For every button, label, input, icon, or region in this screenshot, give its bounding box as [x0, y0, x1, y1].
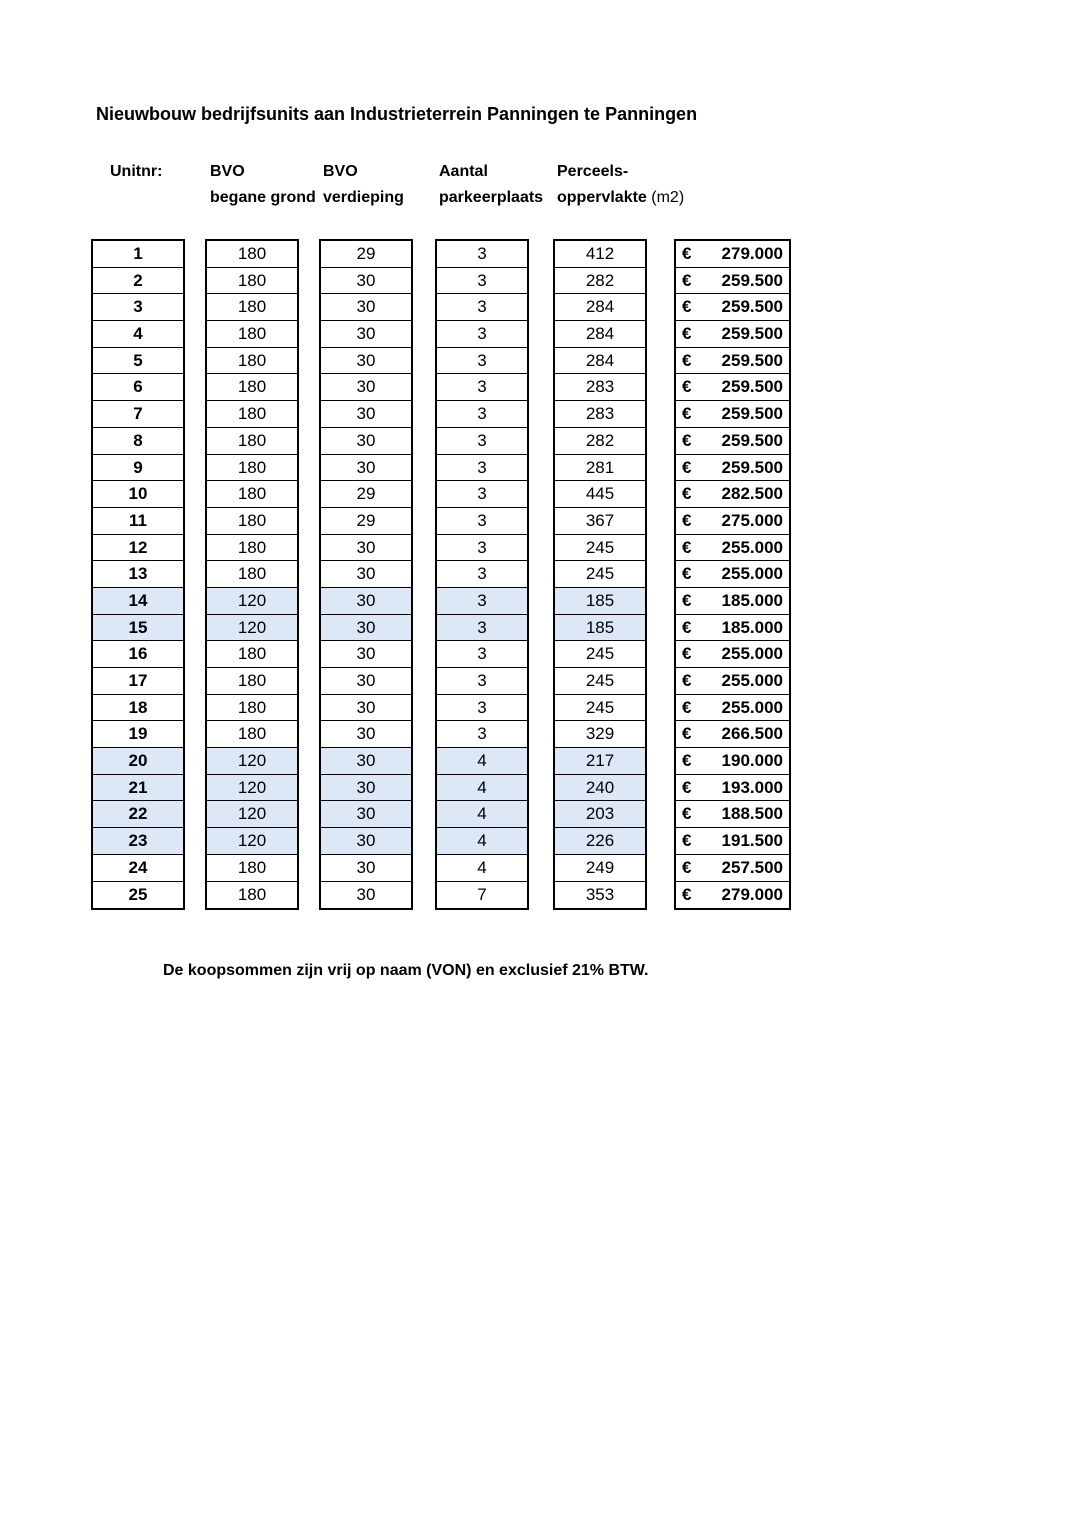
- column-unitnr: [91, 239, 185, 910]
- cell-unitnr: 16: [93, 641, 183, 668]
- cell-bvo-begane-grond: 120: [207, 615, 297, 642]
- cell-bvo-verdieping: 30: [321, 268, 411, 295]
- price-value: 257.500: [721, 857, 783, 877]
- currency-symbol: €: [682, 510, 692, 530]
- cell-koopsom: [676, 321, 789, 348]
- cell-koopsom: [676, 588, 789, 615]
- cell-bvo-begane-grond: 180: [207, 641, 297, 668]
- cell-bvo-verdieping: 30: [321, 535, 411, 562]
- cell-parkeerplaats: 3: [437, 294, 527, 321]
- currency-symbol: €: [682, 457, 692, 477]
- cell-perceelsoppervlakte: 283: [555, 374, 645, 401]
- currency-symbol: €: [682, 590, 692, 610]
- cell-unitnr: 18: [93, 695, 183, 722]
- header-unitnr: [110, 159, 162, 185]
- cell-perceelsoppervlakte: 282: [555, 428, 645, 455]
- cell-bvo-begane-grond: 180: [207, 294, 297, 321]
- currency-symbol: €: [682, 671, 692, 690]
- cell-koopsom: [676, 615, 789, 642]
- cell-parkeerplaats: 3: [437, 374, 527, 401]
- cell-koopsom: [676, 801, 789, 828]
- cell-unitnr: 3: [93, 294, 183, 321]
- currency-symbol: €: [682, 564, 692, 584]
- cell-unitnr: 25: [128, 884, 148, 904]
- header-perceelsoppervlakte: [557, 159, 684, 211]
- cell-bvo-begane-grond: 180: [207, 455, 297, 482]
- cell-bvo-begane-grond: 180: [207, 481, 297, 508]
- header-perceelsoppervlakte-unit: (m2): [651, 189, 685, 206]
- cell-bvo-begane-grond: 120: [207, 775, 297, 802]
- cell-perceelsoppervlakte: 329: [555, 721, 645, 748]
- cell-bvo-begane-grond: 180: [207, 241, 297, 268]
- currency-symbol: €: [682, 350, 692, 370]
- cell-unitnr: 2: [93, 268, 183, 295]
- header-parkeerplaats-line2: parkeerplaats: [439, 189, 544, 206]
- cell-koopsom: [676, 561, 789, 588]
- cell-unitnr: 19: [93, 721, 183, 748]
- cell-bvo-verdieping: 30: [321, 401, 411, 428]
- cell-koopsom: [676, 455, 789, 482]
- cell-parkeerplaats: 4: [437, 801, 527, 828]
- currency-symbol: €: [682, 831, 692, 851]
- cell-unitnr: 11: [93, 508, 183, 535]
- cell-perceelsoppervlakte: 203: [555, 801, 645, 828]
- cell-perceelsoppervlakte: 245: [555, 535, 645, 562]
- currency-symbol: €: [682, 697, 692, 717]
- cell-perceelsoppervlakte: 412: [555, 241, 645, 268]
- column-parkeerplaats: [435, 239, 529, 910]
- price-value: 259.500: [721, 324, 783, 344]
- price-value: 259.500: [721, 377, 783, 397]
- cell-bvo-verdieping: 29: [321, 481, 411, 508]
- cell-perceelsoppervlakte: 284: [555, 348, 645, 375]
- currency-symbol: €: [682, 430, 692, 450]
- price-value: 259.500: [721, 404, 783, 424]
- cell-koopsom: [676, 374, 789, 401]
- cell-bvo-verdieping: 30: [321, 668, 411, 695]
- currency-symbol: €: [682, 884, 692, 904]
- cell-perceelsoppervlakte: 185: [555, 615, 645, 642]
- cell-parkeerplaats: 4: [437, 828, 527, 855]
- cell-unitnr: 17: [93, 668, 183, 695]
- cell-koopsom: [676, 775, 789, 802]
- cell-parkeerplaats: 3: [437, 481, 527, 508]
- cell-perceelsoppervlakte: 283: [555, 401, 645, 428]
- cell-perceelsoppervlakte: 245: [555, 561, 645, 588]
- cell-perceelsoppervlakte: 185: [555, 588, 645, 615]
- cell-bvo-verdieping: 30: [321, 561, 411, 588]
- cell-koopsom: [676, 721, 789, 748]
- header-perceelsoppervlakte-line1: Perceels-: [557, 163, 629, 180]
- cell-bvo-begane-grond: 120: [207, 801, 297, 828]
- currency-symbol: €: [682, 777, 692, 797]
- cell-perceelsoppervlakte: 249: [555, 855, 645, 882]
- cell-bvo-verdieping: 29: [321, 241, 411, 268]
- header-bvo-verdieping-line1: BVO: [323, 163, 358, 180]
- cell-koopsom: [676, 481, 789, 508]
- cell-perceelsoppervlakte: 245: [555, 668, 645, 695]
- cell-bvo-begane-grond: 180: [207, 374, 297, 401]
- cell-koopsom: [676, 508, 789, 535]
- cell-koopsom: [676, 428, 789, 455]
- header-parkeerplaats-line1: Aantal: [439, 163, 488, 180]
- cell-unitnr: 20: [93, 748, 183, 775]
- column-koopsom: [674, 239, 791, 910]
- cell-unitnr: 14: [93, 588, 183, 615]
- cell-bvo-verdieping: 30: [321, 294, 411, 321]
- currency-symbol: €: [682, 377, 692, 397]
- cell-perceelsoppervlakte: 353: [585, 884, 615, 904]
- cell-bvo-begane-grond: 180: [207, 695, 297, 722]
- cell-bvo-verdieping: 29: [321, 508, 411, 535]
- cell-parkeerplaats: 3: [437, 615, 527, 642]
- price-value: 255.000: [721, 671, 783, 690]
- cell-bvo-verdieping: 30: [321, 828, 411, 855]
- cell-bvo-begane-grond: 120: [207, 748, 297, 775]
- currency-symbol: €: [682, 404, 692, 424]
- cell-unitnr: 13: [93, 561, 183, 588]
- cell-unitnr: 24: [93, 855, 183, 882]
- price-value: 190.000: [721, 751, 783, 771]
- cell-bvo-verdieping: 30: [321, 321, 411, 348]
- cell-perceelsoppervlakte: 217: [555, 748, 645, 775]
- header-unitnr-label: Unitnr:: [110, 163, 163, 180]
- cell-bvo-verdieping: 30: [321, 348, 411, 375]
- cell-bvo-verdieping: 30: [321, 775, 411, 802]
- currency-symbol: €: [682, 537, 692, 557]
- price-value: 279.000: [721, 884, 783, 904]
- cell-perceelsoppervlakte: 284: [555, 321, 645, 348]
- cell-koopsom: [676, 855, 789, 882]
- cell-koopsom: [676, 401, 789, 428]
- cell-perceelsoppervlakte: 445: [555, 481, 645, 508]
- price-value: 259.500: [721, 457, 783, 477]
- header-bvo-begane-grond-line1: BVO: [210, 163, 245, 180]
- cell-koopsom: [676, 348, 789, 375]
- cell-parkeerplaats: 3: [437, 695, 527, 722]
- cell-unitnr: 12: [93, 535, 183, 562]
- price-value: 185.000: [721, 617, 783, 637]
- cell-parkeerplaats: 3: [437, 321, 527, 348]
- cell-parkeerplaats: 4: [437, 775, 527, 802]
- currency-symbol: €: [682, 297, 692, 317]
- price-value: 259.500: [721, 430, 783, 450]
- cell-unitnr: 7: [93, 401, 183, 428]
- cell-bvo-begane-grond: 120: [207, 828, 297, 855]
- cell-bvo-begane-grond: 180: [207, 348, 297, 375]
- cell-unitnr: 8: [93, 428, 183, 455]
- price-value: 255.000: [721, 537, 783, 557]
- currency-symbol: €: [682, 644, 692, 664]
- cell-unitnr: 4: [93, 321, 183, 348]
- cell-bvo-begane-grond: 180: [207, 668, 297, 695]
- cell-bvo-begane-grond: 180: [207, 321, 297, 348]
- cell-bvo-verdieping: 30: [356, 884, 376, 904]
- price-value: 259.500: [721, 297, 783, 317]
- cell-unitnr: 23: [93, 828, 183, 855]
- column-perceelsoppervlakte: [553, 239, 647, 910]
- cell-perceelsoppervlakte: 281: [555, 455, 645, 482]
- cell-perceelsoppervlakte: 240: [555, 775, 645, 802]
- header-perceelsoppervlakte-label: oppervlakte: [557, 189, 647, 206]
- cell-bvo-verdieping: 30: [321, 855, 411, 882]
- cell-bvo-begane-grond: 180: [207, 855, 297, 882]
- column-bvo-begane-grond: [205, 239, 299, 910]
- cell-koopsom: [676, 294, 789, 321]
- cell-unitnr: 5: [93, 348, 183, 375]
- cell-parkeerplaats: 3: [437, 588, 527, 615]
- currency-symbol: €: [682, 857, 692, 877]
- cell-perceelsoppervlakte: 245: [555, 641, 645, 668]
- currency-symbol: €: [682, 484, 692, 504]
- cell-bvo-begane-grond: 180: [207, 268, 297, 295]
- cell-unitnr: 9: [93, 455, 183, 482]
- cell-koopsom: [676, 882, 789, 909]
- cell-bvo-begane-grond: 180: [207, 428, 297, 455]
- page-title: Nieuwbouw bedrijfsunits aan Industrieterrein Panningen te Panningen: [96, 104, 698, 124]
- cell-unitnr: 22: [93, 801, 183, 828]
- price-value: 193.000: [721, 777, 783, 797]
- cell-perceelsoppervlakte: 282: [555, 268, 645, 295]
- cell-parkeerplaats: 3: [437, 668, 527, 695]
- cell-bvo-begane-grond: 180: [237, 884, 267, 904]
- price-value: 259.500: [721, 350, 783, 370]
- cell-bvo-begane-grond: 180: [207, 401, 297, 428]
- cell-bvo-verdieping: 30: [321, 615, 411, 642]
- cell-bvo-verdieping: 30: [321, 748, 411, 775]
- cell-bvo-verdieping: 30: [321, 721, 411, 748]
- cell-parkeerplaats: 3: [437, 428, 527, 455]
- cell-parkeerplaats: 3: [437, 348, 527, 375]
- cell-parkeerplaats: 3: [437, 401, 527, 428]
- header-parkeerplaats: [439, 159, 543, 211]
- cell-parkeerplaats: 3: [437, 268, 527, 295]
- cell-parkeerplaats: 3: [437, 455, 527, 482]
- footnote: De koopsommen zijn vrij op naam (VON) en exclusief 21% BTW.: [163, 962, 649, 979]
- currency-symbol: €: [682, 244, 692, 263]
- cell-parkeerplaats: 4: [437, 855, 527, 882]
- price-value: 259.500: [721, 270, 783, 290]
- cell-parkeerplaats: 4: [437, 748, 527, 775]
- cell-bvo-begane-grond: 180: [207, 721, 297, 748]
- price-value: 255.000: [721, 697, 783, 717]
- price-value: 188.500: [721, 804, 783, 824]
- price-value: 185.000: [721, 590, 783, 610]
- header-bvo-verdieping-line2: verdieping: [323, 189, 404, 206]
- price-value: 191.500: [721, 831, 783, 851]
- currency-symbol: €: [682, 270, 692, 290]
- price-value: 279.000: [721, 244, 783, 263]
- cell-koopsom: [676, 241, 789, 268]
- cell-perceelsoppervlakte: 226: [555, 828, 645, 855]
- cell-parkeerplaats: 3: [437, 535, 527, 562]
- cell-bvo-verdieping: 30: [321, 801, 411, 828]
- cell-perceelsoppervlakte: 284: [555, 294, 645, 321]
- price-value: 275.000: [721, 510, 783, 530]
- header-bvo-begane-grond: [210, 159, 316, 211]
- cell-bvo-begane-grond: 180: [207, 561, 297, 588]
- currency-symbol: €: [682, 724, 692, 744]
- cell-koopsom: [676, 695, 789, 722]
- cell-unitnr: 10: [93, 481, 183, 508]
- cell-unitnr: 21: [93, 775, 183, 802]
- header-bvo-begane-grond-line2: begane grond: [210, 189, 316, 206]
- cell-koopsom: [676, 535, 789, 562]
- currency-symbol: €: [682, 324, 692, 344]
- cell-bvo-verdieping: 30: [321, 695, 411, 722]
- cell-bvo-begane-grond: 120: [207, 588, 297, 615]
- price-value: 255.000: [721, 644, 783, 664]
- cell-bvo-verdieping: 30: [321, 428, 411, 455]
- cell-unitnr: 1: [93, 241, 183, 268]
- cell-bvo-verdieping: 30: [321, 588, 411, 615]
- cell-bvo-begane-grond: 180: [207, 508, 297, 535]
- cell-unitnr: 15: [93, 615, 183, 642]
- cell-bvo-begane-grond: 180: [207, 535, 297, 562]
- cell-parkeerplaats: 7: [477, 884, 487, 904]
- currency-symbol: €: [682, 804, 692, 824]
- cell-bvo-verdieping: 30: [321, 374, 411, 401]
- cell-bvo-verdieping: 30: [321, 455, 411, 482]
- cell-koopsom: [676, 668, 789, 695]
- cell-koopsom: [676, 828, 789, 855]
- header-bvo-verdieping: [323, 159, 404, 211]
- cell-parkeerplaats: 3: [437, 241, 527, 268]
- currency-symbol: €: [682, 617, 692, 637]
- cell-bvo-verdieping: 30: [321, 641, 411, 668]
- currency-symbol: €: [682, 751, 692, 771]
- cell-parkeerplaats: 3: [437, 561, 527, 588]
- cell-parkeerplaats: 3: [437, 508, 527, 535]
- cell-perceelsoppervlakte: 245: [555, 695, 645, 722]
- cell-parkeerplaats: 3: [437, 641, 527, 668]
- price-value: 255.000: [721, 564, 783, 584]
- price-value: 282.500: [721, 484, 783, 504]
- header-perceelsoppervlakte-line2: [557, 185, 684, 211]
- cell-parkeerplaats: 3: [437, 721, 527, 748]
- price-value: 266.500: [721, 724, 783, 744]
- cell-perceelsoppervlakte: 367: [555, 508, 645, 535]
- column-bvo-verdieping: [319, 239, 413, 910]
- cell-koopsom: [676, 641, 789, 668]
- cell-koopsom: [676, 268, 789, 295]
- cell-koopsom: [676, 748, 789, 775]
- cell-unitnr: 6: [93, 374, 183, 401]
